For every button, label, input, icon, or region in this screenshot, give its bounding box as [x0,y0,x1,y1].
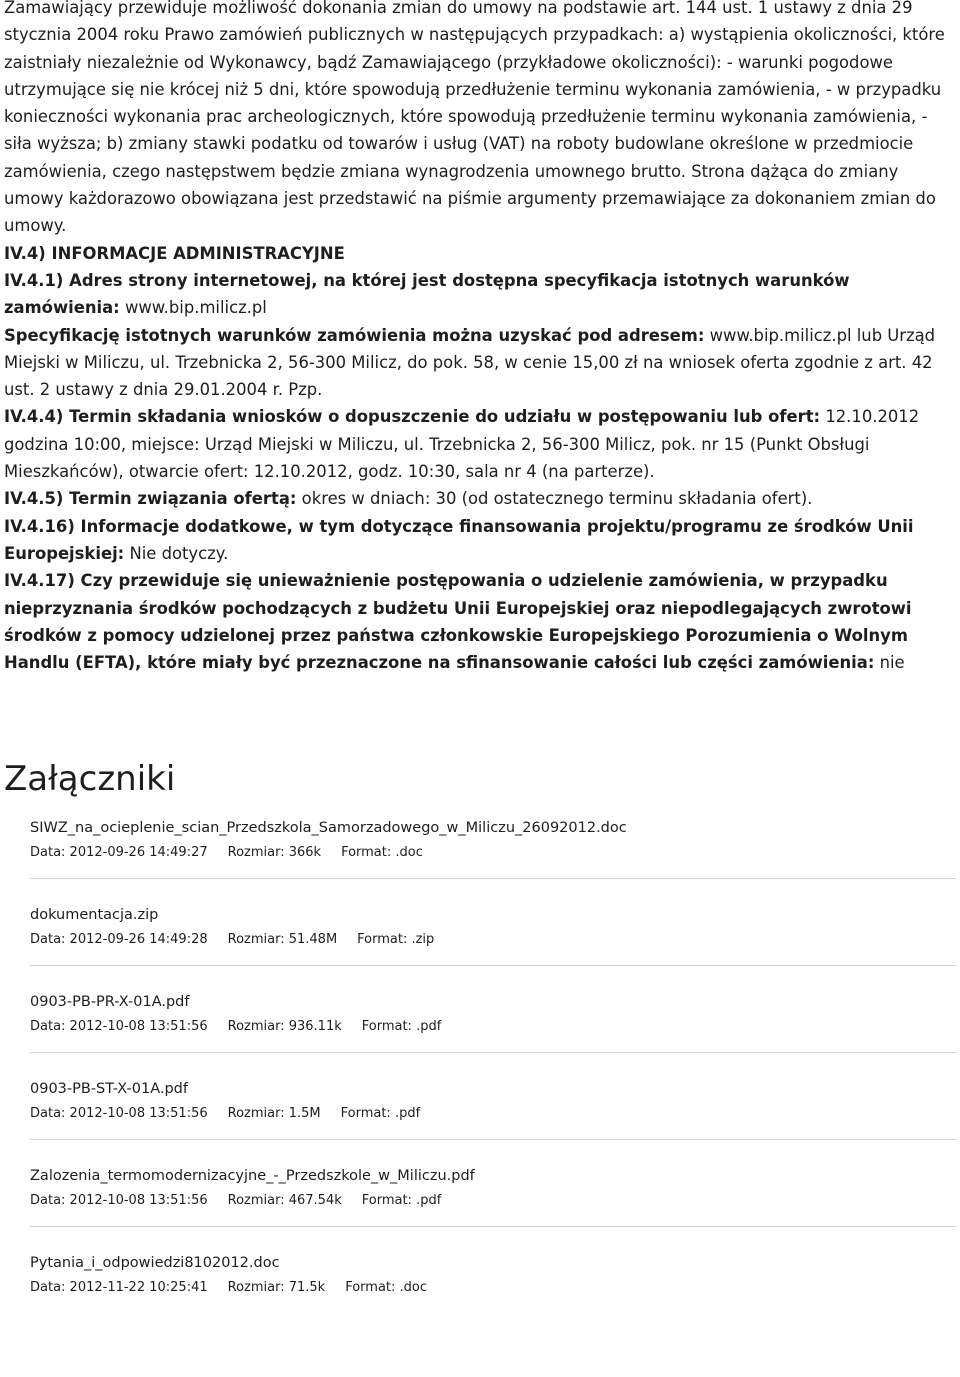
section-heading: IV.4) INFORMACJE ADMINISTRACYJNE [4,243,345,263]
attachment-item [30,1166,956,1227]
section-iv-4-5-label: IV.4.5) Termin związania ofertą: [4,489,297,509]
attachment-item [30,1079,956,1140]
attachment-item [30,818,956,879]
attachment-size: Rozmiar: 71.5k [227,1280,326,1296]
attachment-date: Data: 2012-10-08 13:51:56 [30,1193,208,1209]
attachment-date: Data: 2012-09-26 14:49:28 [30,932,208,948]
attachment-date: Data: 2012-10-08 13:51:56 [30,1019,208,1035]
section-iv-4-16 [4,513,956,568]
attachment-size: Rozmiar: 51.48M [227,932,338,948]
attachment-link[interactable]: Zalozenia_termomodernizacyjne_-_Przedszkole_w_Miliczu.pdf [30,1168,475,1185]
attachment-format: Format: .pdf [361,1193,442,1209]
attachments-list [4,818,956,1313]
attachment-format: Format: .pdf [340,1106,421,1122]
attachment-link[interactable]: Pytania_i_odpowiedzi8102012.doc [30,1255,280,1272]
attachment-meta [30,1105,956,1123]
attachment-link[interactable]: 0903-PB-PR-X-01A.pdf [30,994,190,1011]
attachment-meta [30,1192,956,1210]
section-iv-4-5-value: okres w dniach: 30 (od ostatecznego terminu składania ofert). [296,489,813,509]
intro-paragraph: Zamawiający przewiduje możliwość dokonania zmian do umowy na podstawie art. 144 ust. 1 ustawy z dnia 29 stycznia 2004 roku Prawo zamówień publicznych w następujących przypadkach: a) wystąpienia okoliczności, które zaistniały niezależnie od Wykonawcy, bądź Zamawiającego (przykładowe okoliczności): - warunki pogodowe utrzymujące się nie krócej niż 5 dni, które spowodują przedłużenie terminu wykonania zamówienia, - w przypadku konieczności wykonania prac archeologicznych, które spowodują przedłużenie terminu wykonania zamówienia, - siła wyższa; b) zmiany stawki podatku od towarów i usług (VAT) na roboty budowlane określone w przedmiocie zamówienia, czego następstwem będzie zmiana wynagrodzenia umownego brutto. Strona dążąca do zmiany umowy każdorazowo obowiązana jest przedstawić na piśmie argumenty przemawiające za dokonaniem zmian do umowy. [4,0,945,236]
attachment-meta [30,931,956,949]
specification-value: www.bip.milicz.pl lub Urząd Miejski w Miliczu, ul. Trzebnicka 2, 56-300 Milicz, do pok. 58, w cenie 15,00 zł na wniosek oferta zgodnie z art. 42 ust. 2 ustawy z dnia 29.01.2004 r. Pzp. [4,325,936,400]
section-iv-4-16-label: IV.4.16) Informacje dodatkowe, w tym dotyczące finansowania projektu/programu ze środków Unii Europejskiej: [4,516,914,563]
section-iv-4-4 [4,403,956,485]
section-iv-4-17-value: nie [874,653,905,673]
attachment-format: Format: .doc [345,1280,428,1296]
section-iv-4-1-label: IV.4.1) Adres strony internetowej, na której jest dostępna specyfikacja istotnych warunków zamówienia: [4,270,850,318]
section-iv-4-5 [4,485,956,512]
section-iv-4-4-value: 12.10.2012 godzina 10:00, miejsce: Urząd Miejski w Miliczu, ul. Trzebnicka 2, 56-300 Milicz, pok. nr 15 (Punkt Obsługi Mieszkańców), otwarcie ofert: 12.10.2012, godz. 10:30, sala nr 4 (na parterze). [4,407,920,482]
section-iv-4-1 [4,267,956,322]
section-iv-4-1-value: www.bip.milicz.pl [119,298,267,318]
attachment-format: Format: .doc [341,845,423,861]
attachment-item [30,905,956,966]
section-iv-4-4-label: IV.4.4) Termin składania wniosków o dopuszczenie do udziału w postępowaniu lub ofert: [4,407,821,427]
attachment-meta [30,1018,956,1036]
attachment-size: Rozmiar: 936.11k [227,1019,342,1035]
section-iv-4-16-value: Nie dotyczy. [124,543,229,563]
attachment-date: Data: 2012-09-26 14:49:27 [30,845,208,861]
section-iv-4-17-label: IV.4.17) Czy przewiduje się unieważnienie postępowania o udzielenie zamówienia, w przypadku nieprzyznania środków pochodzących z budżetu Unii Europejskiej oraz niepodlegających zwrotowi środków z pomocy udzielonej przez państwa członkowskie Europejskiego Porozumienia o Wolnym Handlu (EFTA), które miały być przeznaczone na sfinansowanie całości lub części zamówienia: [4,571,912,673]
attachment-link[interactable]: SIWZ_na_ocieplenie_scian_Przedszkola_Samorzadowego_w_Miliczu_26092012.doc [30,820,627,837]
attachment-meta [30,1279,956,1297]
attachment-date: Data: 2012-11-22 10:25:41 [30,1280,208,1296]
attachment-format: Format: .pdf [361,1019,442,1035]
attachment-meta [30,844,956,862]
attachment-size: Rozmiar: 366k [227,845,322,861]
attachment-item [30,1253,956,1313]
attachments-title: Załączniki [4,759,176,800]
specification-label: Specyfikację istotnych warunków zamówienia można uzyskać pod adresem: [4,325,705,345]
attachment-item [30,992,956,1053]
attachment-date: Data: 2012-10-08 13:51:56 [30,1106,208,1122]
attachment-link[interactable]: 0903-PB-ST-X-01A.pdf [30,1081,188,1098]
specification-info [4,322,956,404]
attachment-link[interactable]: dokumentacja.zip [30,907,159,924]
section-iv-4-17 [4,567,956,676]
attachment-format: Format: .zip [357,932,435,948]
attachment-size: Rozmiar: 467.54k [227,1193,342,1209]
attachment-size: Rozmiar: 1.5M [227,1106,321,1122]
